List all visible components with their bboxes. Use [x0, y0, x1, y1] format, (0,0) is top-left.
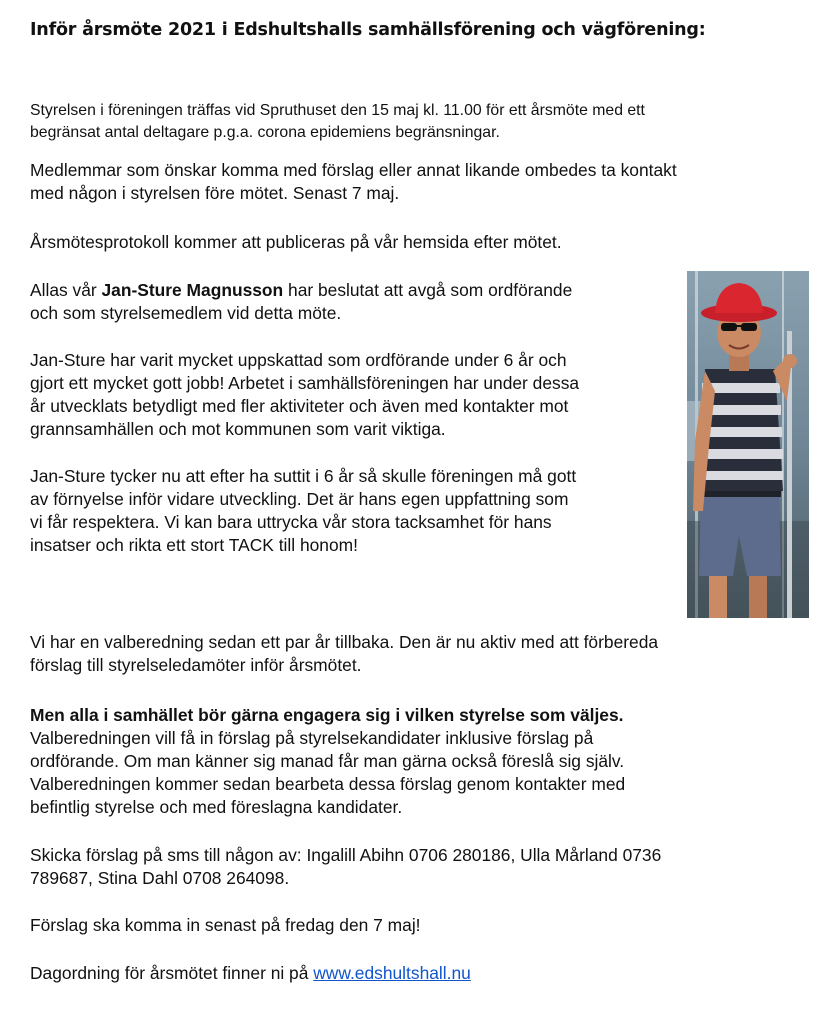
paragraph-proposals: [30, 159, 677, 205]
paragraph-appreciation: [30, 349, 579, 441]
text-line: gjort ett mycket gott jobb! Arbetet i samhällsföreningen har under dessa: [30, 373, 580, 393]
paragraph-protocol: Årsmötesprotokoll kommer att publiceras på vår hemsida efter mötet.: [30, 232, 562, 252]
chairman-name: Jan-Sture Magnusson: [101, 280, 284, 300]
chairman-photo: [687, 271, 809, 618]
website-link[interactable]: www.edshultshall.nu: [313, 963, 471, 983]
text-line: grannsamhällen och mot kommunen som varit viktiga.: [30, 419, 446, 439]
paragraph-deadline: Förslag ska komma in senast på fredag den 7 maj!: [30, 915, 421, 935]
text-line: Vi har en valberedning sedan ett par år tillbaka. Den är nu aktiv med att förbereda: [30, 632, 659, 652]
text-line: vi får respektera. Vi kan bara uttrycka vår stora tacksamhet för hans: [30, 512, 552, 532]
emphasis-line: Men alla i samhället bör gärna engagera sig i vilken styrelse som väljes.: [30, 705, 624, 725]
text-line: Jan-Sture har varit mycket uppskattad som ordförande under 6 år och: [30, 350, 567, 370]
text-line: ordförande. Om man känner sig manad får man gärna också föreslå sig själv.: [30, 751, 625, 771]
portrait-photo-icon: [687, 271, 809, 618]
text-line: Valberedningen vill få in förslag på styrelsekandidater inklusive förslag på: [30, 728, 594, 748]
text-line: befintlig styrelse och med föreslagna kandidater.: [30, 797, 403, 817]
text-line: Jan-Sture tycker nu att efter ha suttit i 6 år så skulle föreningen må gott: [30, 466, 577, 486]
text-line: Valberedningen kommer sedan bearbeta dessa förslag genom kontakter med: [30, 774, 626, 794]
text-line: Styrelsen i föreningen träffas vid Spruthuset den 15 maj kl. 11.00 för ett årsmöte med ett: [30, 102, 645, 119]
paragraph-nomination-committee: [30, 631, 658, 677]
paragraph-engagement: [30, 704, 625, 819]
paragraph-meeting-info: [30, 100, 645, 144]
text-line: 789687, Stina Dahl 0708 264098.: [30, 868, 290, 888]
text-line: år utvecklats betydligt med fler aktiviteter och även med kontakter mot: [30, 396, 569, 416]
text-line: begränsat antal deltagare p.g.a. corona epidemiens begränsningar.: [30, 124, 500, 141]
paragraph-renewal: [30, 465, 576, 557]
text-line: Medlemmar som önskar komma med förslag eller annat likande ombedes ta kontakt: [30, 160, 677, 180]
paragraph-agenda: [30, 962, 471, 985]
paragraph-resignation: [30, 279, 572, 325]
page-title: Inför årsmöte 2021 i Edshultshalls samhällsförening och vägförening:: [30, 20, 706, 40]
text-line: förslag till styrelseledamöter inför årsmötet.: [30, 655, 362, 675]
text-line: Skicka förslag på sms till någon av: Ingalill Abihn 0706 280186, Ulla Mårland 0736: [30, 845, 662, 865]
text-line: och som styrelsemedlem vid detta möte.: [30, 303, 342, 323]
text-fragment: Dagordning för årsmötet finner ni på: [30, 963, 314, 983]
text-line: med någon i styrelsen före mötet. Senast 7 maj.: [30, 183, 400, 203]
text-fragment: har beslutat att avgå som ordförande: [283, 280, 573, 300]
text-line: insatser och rikta ett stort TACK till honom!: [30, 535, 358, 555]
paragraph-contacts: [30, 844, 661, 890]
text-line: av förnyelse inför vidare utveckling. Det är hans egen uppfattning som: [30, 489, 569, 509]
text-fragment: Allas vår: [30, 280, 102, 300]
